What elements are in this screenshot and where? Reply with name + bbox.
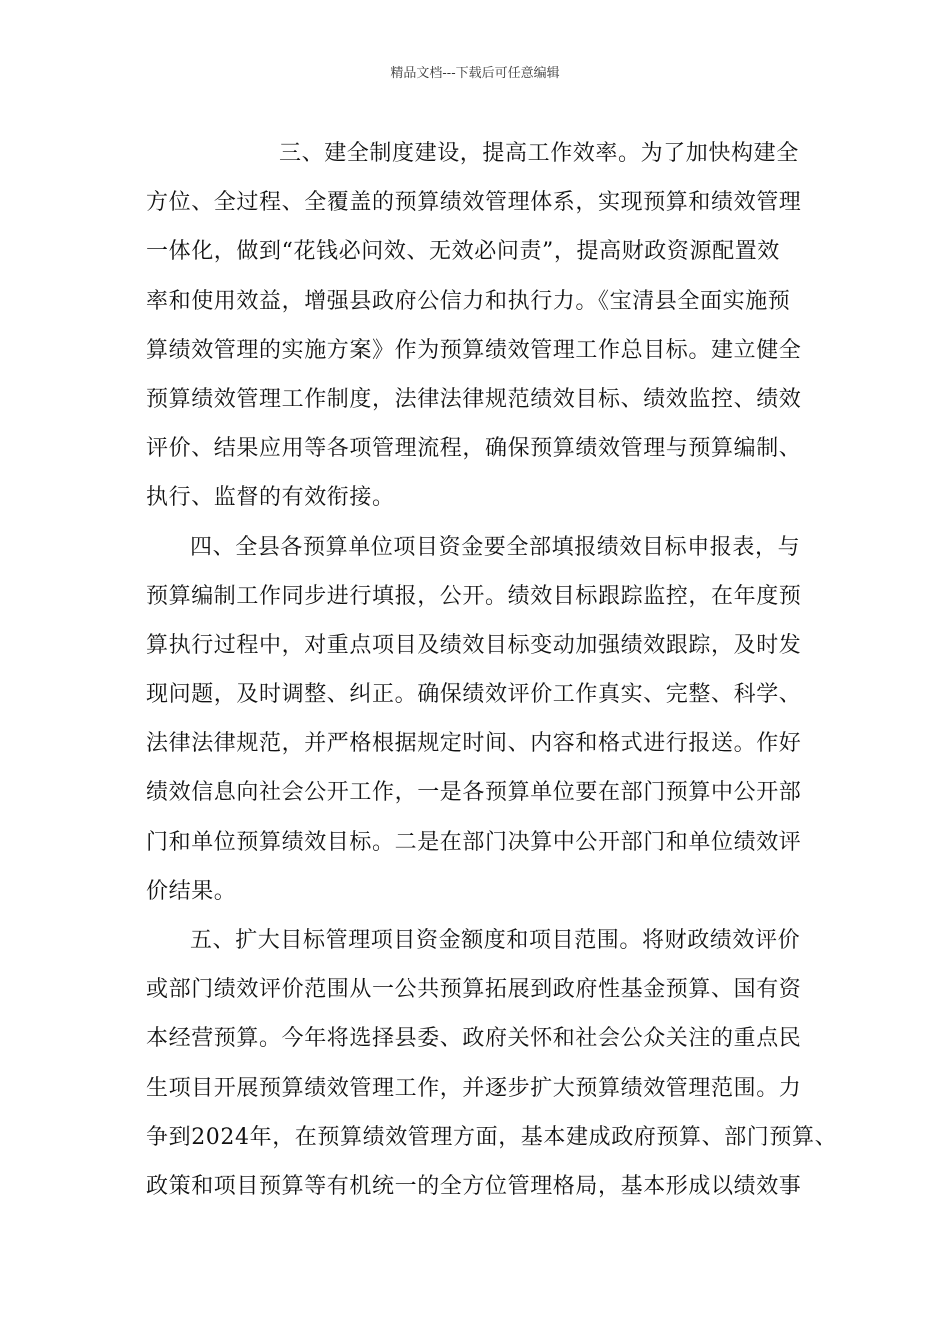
- paragraph-line: 本经营预算。今年将选择县委、政府关怀和社会公众关注的重点民: [146, 1026, 802, 1052]
- paragraph-line: 评价、结果应用等各项管理流程，确保预算绩效管理与预算编制、: [146, 436, 802, 462]
- paragraph-line: 一体化，做到“花钱必问效、无效必问责”，提高财政资源配置效: [146, 239, 780, 265]
- paragraph-line: 争到2024年，在预算绩效管理方面，基本建成政府预算、部门预算、: [146, 1124, 838, 1150]
- document-body: [146, 129, 838, 1211]
- paragraph-line: 四、全县各预算单位项目资金要全部填报绩效目标申报表，与: [190, 534, 801, 560]
- paragraph-line: 算绩效管理的实施方案》作为预算绩效管理工作总目标。建立健全: [146, 337, 802, 363]
- paragraph-line: 五、扩大目标管理项目资金额度和项目范围。将财政绩效评价: [190, 928, 801, 953]
- paragraph-line: 方位、全过程、全覆盖的预算绩效管理体系，实现预算和绩效管理: [146, 190, 802, 216]
- paragraph-line: 政策和项目预算等有机统一的全方位管理格局，基本形成以绩效事: [146, 1173, 802, 1199]
- paragraph-line: 三、建全制度建设，提高工作效率。为了加快构建全: [279, 141, 799, 166]
- paragraph-line: 门和单位预算绩效目标。二是在部门决算中公开部门和单位绩效评: [146, 829, 802, 855]
- paragraph-line: 执行、监督的有效衔接。: [146, 485, 395, 511]
- paragraph-line: 预算编制工作同步进行填报，公开。绩效目标跟踪监控，在年度预: [146, 583, 802, 609]
- paragraph-line: 预算绩效管理工作制度，法律法律规范绩效目标、绩效监控、绩效: [146, 386, 802, 412]
- page-header: 精品文档---下载后可任意编辑: [390, 66, 560, 81]
- paragraph-line: 现问题，及时调整、纠正。确保绩效评价工作真实、完整、科学、: [146, 682, 802, 708]
- paragraph-line: 法律法律规范，并严格根据规定时间、内容和格式进行报送。作好: [146, 731, 802, 757]
- paragraph-line: 率和使用效益，增强县政府公信力和执行力。《宝清县全面实施预: [146, 288, 791, 314]
- paragraph-line: 绩效信息向社会公开工作，一是各预算单位要在部门预算中公开部: [146, 780, 802, 806]
- paragraph-line: 价结果。: [146, 878, 237, 904]
- paragraph-line: 或部门绩效评价范围从一公共预算拓展到政府性基金预算、国有资: [146, 977, 802, 1003]
- paragraph-line: 生项目开展预算绩效管理工作，并逐步扩大预算绩效管理范围。力: [146, 1075, 802, 1101]
- paragraph-line: 算执行过程中，对重点项目及绩效目标变动加强绩效跟踪，及时发: [146, 632, 802, 658]
